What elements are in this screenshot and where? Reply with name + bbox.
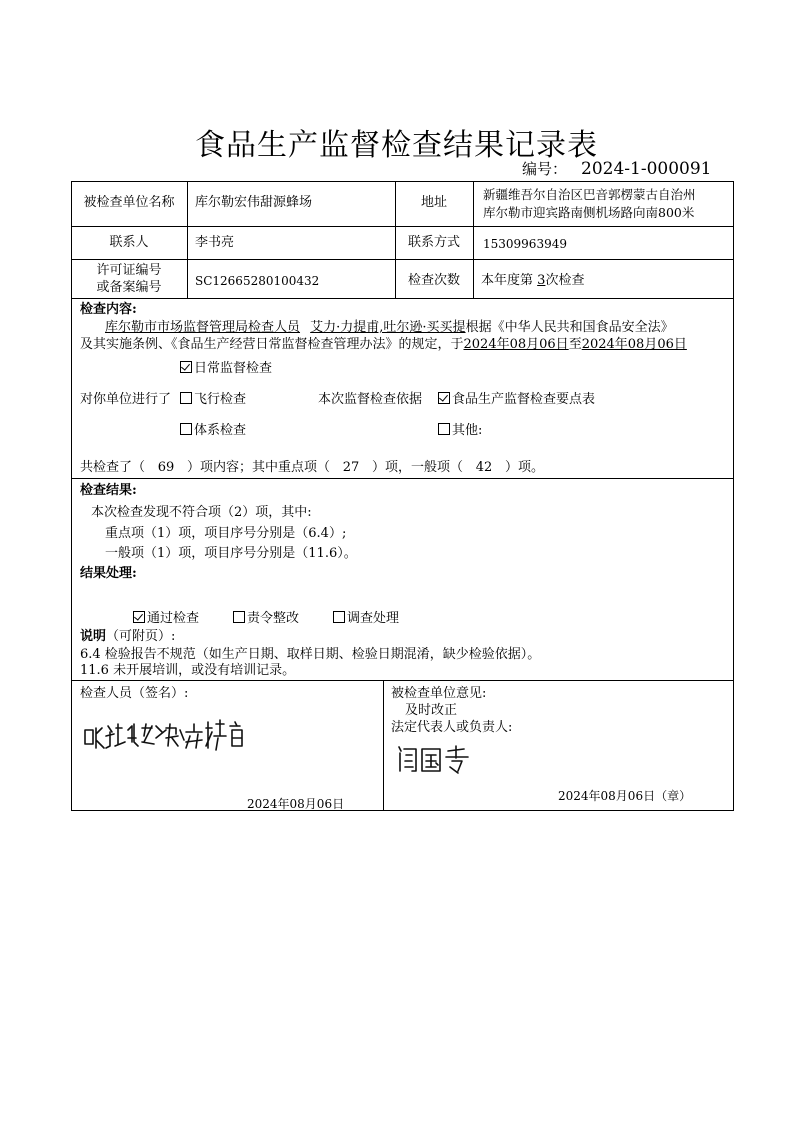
opinion-value: 及时改正 <box>405 703 458 718</box>
content-line-2 <box>80 337 687 353</box>
document-number <box>522 158 711 179</box>
license-value: SC12665280100432 <box>195 274 320 288</box>
address-label: 地址 <box>420 195 447 210</box>
note-heading-line <box>80 629 175 645</box>
content-heading: 检查内容: <box>80 302 137 317</box>
option-flight-label: 飞行检查 <box>194 392 247 407</box>
key-items: 27 <box>342 460 360 475</box>
license-label-1: 许可证编号 <box>96 263 162 278</box>
document-number-label: 编号： <box>522 160 568 178</box>
unit-name-label: 被检查单位名称 <box>83 195 175 210</box>
option-pass-label: 通过检查 <box>147 611 200 626</box>
license-label-2: 或备案编号 <box>96 280 162 295</box>
conducted-label: 对你单位进行了 <box>80 392 172 407</box>
summary-mid-2: ）项，一般项（ <box>372 460 464 475</box>
address-line-2: 库尔勒市迎宾路南侧机场路向南800米 <box>483 205 695 220</box>
option-pass[interactable] <box>133 611 199 627</box>
result-line-3: 一般项（1）项，项目序号分别是（11.6）。 <box>105 546 357 561</box>
summary-suffix: ）项。 <box>505 460 545 475</box>
option-system[interactable] <box>180 423 246 439</box>
option-points[interactable] <box>438 392 595 408</box>
contact-value: 李书亮 <box>195 235 235 250</box>
contact-method-value: 15309963949 <box>483 237 567 251</box>
result-heading: 检查结果: <box>80 483 137 498</box>
points-checkbox[interactable] <box>438 392 450 404</box>
contact-label: 联系人 <box>109 235 149 250</box>
address-line-1: 新疆维吾尔自治区巴音郭楞蒙古自治州 <box>483 187 696 202</box>
representative-signature <box>396 743 476 775</box>
option-flight[interactable] <box>180 392 246 408</box>
investigate-checkbox[interactable] <box>333 611 345 623</box>
inspection-count-suffix: 次检查 <box>545 273 585 288</box>
representative-sign-date: 2024年08月06日（章） <box>558 789 692 803</box>
inspection-count-value: 3 <box>537 273 546 288</box>
inspection-count <box>481 273 584 289</box>
other-checkbox[interactable] <box>438 423 450 435</box>
summary-prefix: 共检查了（ <box>80 460 146 475</box>
date-to: 2024年08月06日 <box>581 337 687 352</box>
option-daily[interactable] <box>180 361 272 377</box>
option-system-label: 体系检查 <box>194 423 247 438</box>
result-line-2: 重点项（1）项，项目序号分别是（6.4）; <box>105 526 347 541</box>
option-investigate[interactable] <box>333 611 399 627</box>
daily-checkbox[interactable] <box>180 361 192 373</box>
legal-basis-text: 根据《中华人民共和国食品安全法》 <box>465 320 674 335</box>
inspection-count-label: 检查次数 <box>407 273 460 288</box>
agency-name: 库尔勒市市场监督管理局检查人员 <box>105 320 301 335</box>
representative-label: 法定代表人或负责人: <box>391 720 513 735</box>
option-daily-label: 日常监督检查 <box>194 361 273 376</box>
note-heading: 说明 <box>80 629 107 644</box>
handling-heading: 结果处理: <box>80 566 137 581</box>
opinion-label: 被检查单位意见: <box>391 686 487 701</box>
inspection-count-prefix: 本年度第 <box>481 273 534 288</box>
basis-label: 本次监督检查依据 <box>318 392 423 407</box>
regulation-text: 及其实施条例、《食品生产经营日常监督检查管理办法》的规定，于 <box>80 337 464 352</box>
page-title: 食品生产监督检查结果记录表 <box>195 128 598 163</box>
inspectors-sign-label: 检查人员（签名）: <box>80 686 189 701</box>
summary-mid-1: ）项内容；其中重点项（ <box>187 460 331 475</box>
option-rectify[interactable] <box>233 611 299 627</box>
note-line-2: 11.6 未开展培训，或没有培训记录。 <box>80 663 296 678</box>
inspectors-signature <box>82 716 252 756</box>
content-line-1 <box>105 320 674 336</box>
pass-checkbox[interactable] <box>133 611 145 623</box>
option-investigate-label: 调查处理 <box>347 611 400 626</box>
inspector-names: 艾力·力提甫,吐尔逊·买买提 <box>310 320 466 335</box>
contact-method-label: 联系方式 <box>407 235 460 250</box>
option-other[interactable] <box>438 423 482 439</box>
result-line-1: 本次检查发现不符合项（2）项，其中: <box>91 505 312 520</box>
system-checkbox[interactable] <box>180 423 192 435</box>
total-items: 69 <box>157 460 175 475</box>
unit-name-value: 库尔勒宏伟甜源蜂场 <box>195 195 313 210</box>
note-line-1: 6.4 检验报告不规范（如生产日期、取样日期、检验日期混淆，缺少检验依据）。 <box>80 647 541 662</box>
date-from: 2024年08月06日 <box>463 337 569 352</box>
option-points-label: 食品生产监督检查要点表 <box>452 392 596 407</box>
note-suffix: （可附页）: <box>106 629 176 644</box>
document-number-value: 2024-1-000091 <box>581 159 712 179</box>
flight-checkbox[interactable] <box>180 392 192 404</box>
inspectors-sign-date: 2024年08月06日 <box>247 797 345 811</box>
to-word: 至 <box>568 337 582 352</box>
rectify-checkbox[interactable] <box>233 611 245 623</box>
option-rectify-label: 责令整改 <box>247 611 300 626</box>
items-summary <box>80 460 544 476</box>
general-items: 42 <box>475 460 493 475</box>
option-other-label: 其他: <box>452 423 483 438</box>
